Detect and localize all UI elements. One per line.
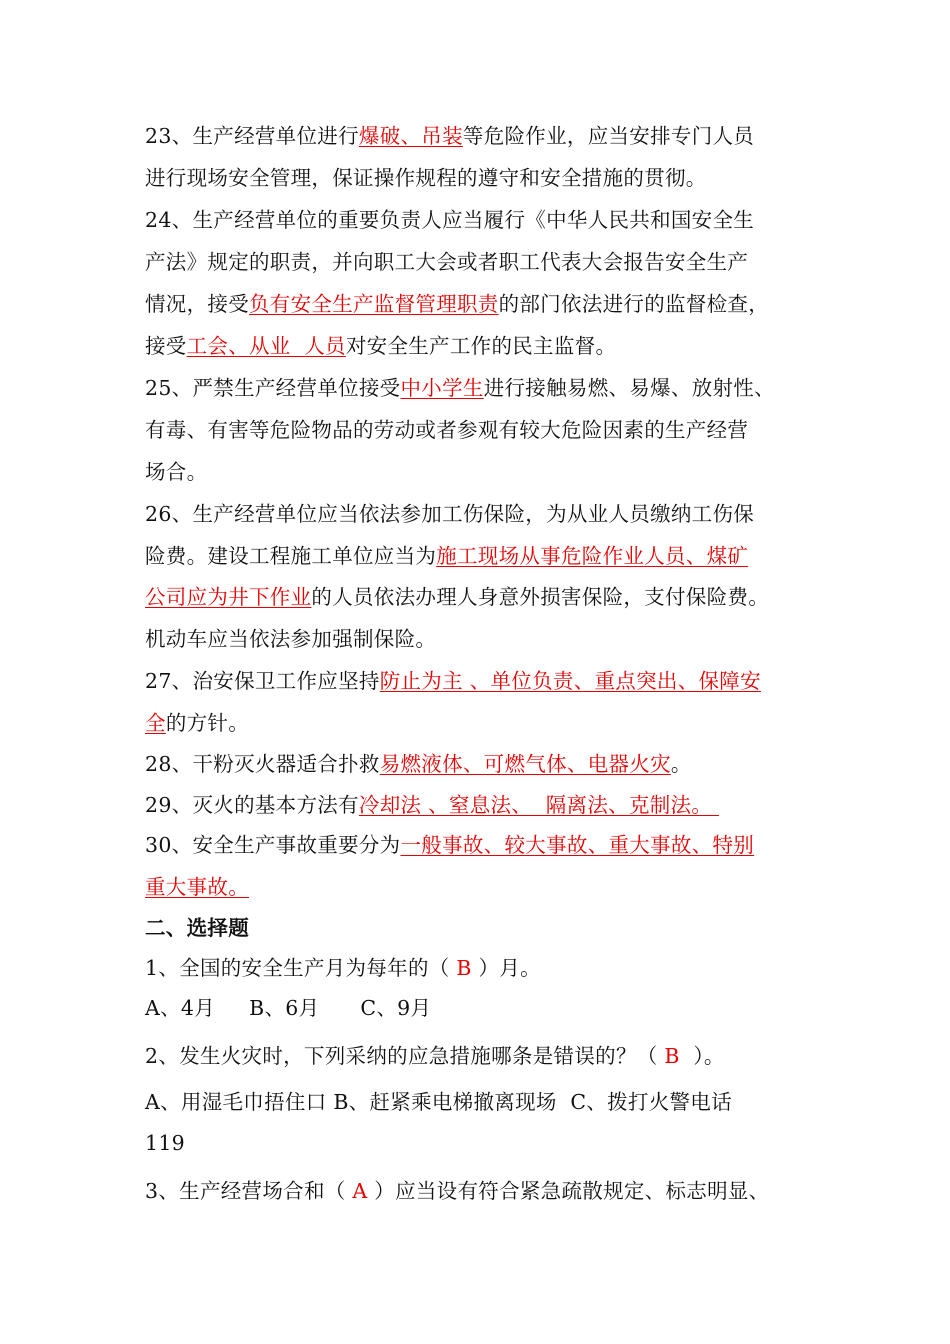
text-segment: ）应当设有符合紧急疏散规定、标志明显、	[367, 1179, 770, 1203]
text-segment: 二、选择题	[145, 916, 249, 940]
text-line	[145, 248, 748, 276]
text-segment: 的人员依法办理人身意外损害保险，支付保险费。	[311, 585, 770, 609]
options-line	[145, 1129, 185, 1157]
text-line	[145, 583, 769, 611]
answer-choice: A	[352, 1179, 368, 1203]
text-segment: 的部门依法进行的监督检查，	[498, 292, 770, 316]
text-line	[145, 791, 719, 819]
text-segment: 。	[670, 752, 692, 776]
text-segment: 进行接触易燃、易爆、放射性、	[483, 376, 775, 400]
answer-choice: B	[456, 956, 472, 980]
answer-blank: 公司应为井下作业	[145, 585, 312, 609]
question-line	[145, 1042, 725, 1070]
text-segment: 30、安全生产事故重要分为	[145, 833, 401, 857]
text-segment: 进行现场安全管理，保证操作规程的遵守和安全措施的贯彻。	[145, 166, 707, 190]
text-line	[145, 500, 754, 528]
text-line	[145, 122, 754, 150]
answer-blank: 一般事故、较大事故、重大事故、特别	[400, 833, 755, 857]
text-segment: A、用湿毛巾捂住口 B、赶紧乘电梯撤离现场 C、拨打火警电话	[145, 1090, 732, 1114]
text-segment: 等危险作业，应当安排专门人员	[462, 124, 755, 148]
text-line	[145, 750, 692, 778]
text-line	[145, 831, 754, 859]
answer-blank: 中小学生	[400, 376, 484, 400]
text-segment: 产法》规定的职责，并向职工大会或者职工代表大会报告安全生产	[145, 250, 749, 274]
text-segment: A、4月 B、6月 C、9月	[145, 996, 432, 1020]
text-segment: ）。	[679, 1044, 725, 1068]
answer-blank: 施工现场从事危险作业人员、煤矿	[436, 544, 749, 568]
text-segment: 险费。建设工程施工单位应当为	[145, 544, 437, 568]
section-heading	[145, 914, 249, 942]
answer-blank: 重大事故。	[145, 875, 249, 899]
answer-blank: 负有安全生产监督管理职责	[249, 292, 499, 316]
answer-blank: 爆破、吊装	[358, 124, 463, 148]
text-segment: 机动车应当依法参加强制保险。	[145, 627, 437, 651]
text-line	[145, 667, 761, 695]
text-segment: 24、生产经营单位的重要负责人应当履行《中华人民共和国安全生	[145, 208, 755, 232]
text-line	[145, 416, 748, 444]
answer-blank: 全	[145, 711, 166, 735]
text-line	[145, 164, 707, 192]
text-segment: 23、生产经营单位进行	[145, 124, 359, 148]
question-line	[145, 1177, 769, 1205]
text-segment: 的方针。	[165, 711, 250, 735]
text-segment: 场合。	[145, 460, 208, 484]
answer-blank: 防止为主 、单位负责、重点突出、保障安	[379, 669, 761, 693]
text-line	[145, 625, 436, 653]
text-line	[145, 458, 207, 486]
text-segment: 27、治安保卫工作应坚持	[145, 669, 380, 693]
answer-choice: B	[664, 1044, 680, 1068]
text-line	[145, 709, 249, 737]
text-segment: 29、灭火的基本方法有	[145, 793, 359, 817]
text-segment: 有毒、有害等危险物品的劳动或者参观有较大危险因素的生产经营	[145, 418, 749, 442]
text-line	[145, 374, 775, 402]
text-segment: 25、严禁生产经营单位接受	[145, 376, 401, 400]
text-segment: 1、全国的安全生产月为每年的（	[145, 956, 457, 980]
options-line	[145, 1088, 732, 1116]
text-segment: 28、干粉灭火器适合扑救	[145, 752, 380, 776]
text-segment: 2、发生火灾时，下列采纳的应急措施哪条是错误的？（	[145, 1044, 665, 1068]
text-segment: 3、生产经营场合和（	[145, 1179, 353, 1203]
text-segment: 情况，接受	[145, 292, 249, 316]
answer-blank: 工会、从业 人员	[186, 334, 346, 358]
text-segment: ）月。	[471, 956, 541, 980]
text-line	[145, 873, 249, 901]
text-line	[145, 332, 616, 360]
answer-blank: 易燃液体、可燃气体、电器火灾	[379, 752, 671, 776]
answer-blank: 冷却法 、窒息法、 隔离法、克制法。	[358, 793, 719, 817]
text-segment: 119	[145, 1131, 186, 1155]
text-segment: 对安全生产工作的民主监督。	[345, 334, 617, 358]
text-segment: 26、生产经营单位应当依法参加工伤保险，为从业人员缴纳工伤保	[145, 502, 755, 526]
text-line	[145, 542, 748, 570]
text-line	[145, 290, 769, 318]
question-line	[145, 954, 541, 982]
text-line	[145, 206, 754, 234]
options-line	[145, 994, 431, 1022]
text-segment: 接受	[145, 334, 187, 358]
